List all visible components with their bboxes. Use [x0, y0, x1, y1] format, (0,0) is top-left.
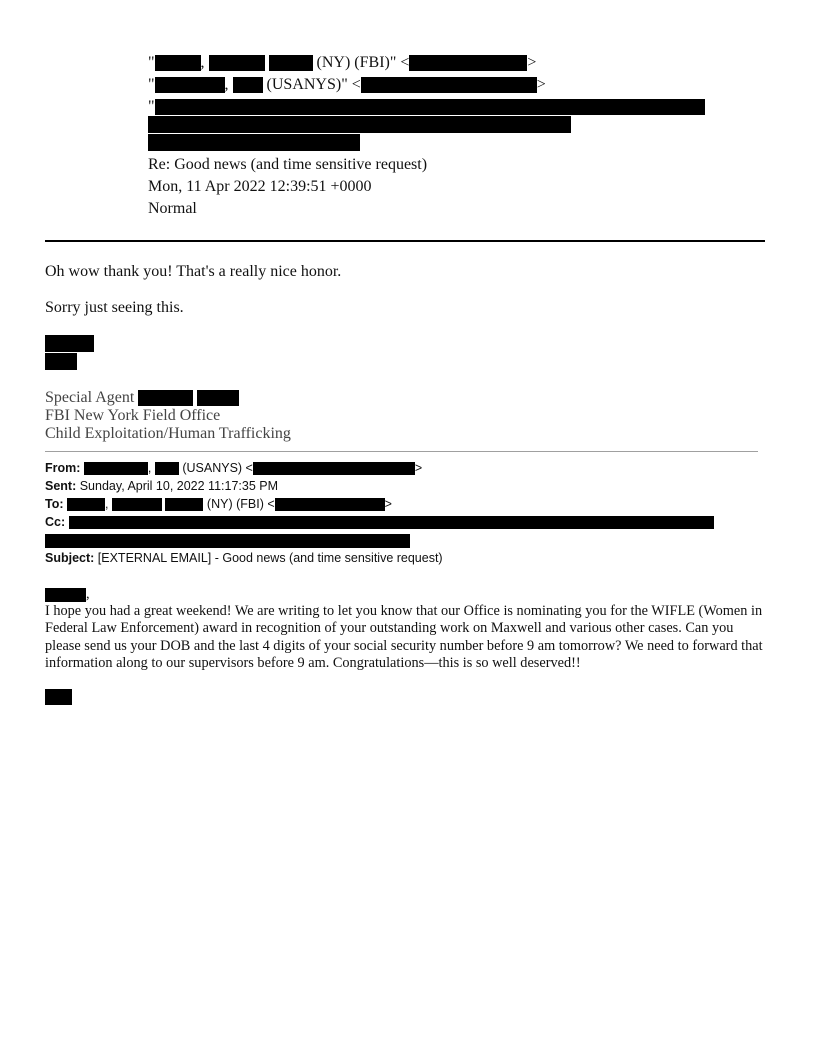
fwd-sent-row — [45, 477, 278, 495]
fwd-subject-value: [EXTERNAL EMAIL] - Good news (and time sensitive request) — [94, 551, 443, 565]
redaction — [155, 77, 225, 93]
redaction — [209, 55, 265, 71]
subject-value: Re: Good news (and time sensitive request) — [148, 156, 428, 173]
signature-office: FBI New York Field Office — [45, 407, 221, 424]
redaction — [67, 498, 105, 511]
redaction — [155, 55, 201, 71]
fwd-cc-row — [45, 513, 714, 531]
redaction — [84, 462, 148, 475]
fwd-to-row: To: , (NY) (FBI) < > — [45, 497, 392, 511]
importance-value: Normal — [148, 200, 197, 217]
reply-line-1: Oh wow thank you! That's a really nice honor. — [45, 263, 342, 280]
redaction — [148, 116, 571, 133]
fwd-to-label: To: — [45, 497, 64, 511]
redaction — [112, 498, 162, 511]
redaction — [165, 498, 203, 511]
redaction — [361, 77, 537, 93]
redaction — [409, 55, 527, 71]
signature-unit: Child Exploitation/Human Trafficking — [45, 425, 291, 442]
fwd-subject-row — [45, 549, 443, 567]
signature-title: Special Agent — [45, 389, 239, 407]
redaction — [233, 77, 263, 93]
redaction — [155, 99, 705, 115]
redaction — [45, 534, 410, 548]
forward-divider — [45, 451, 758, 452]
redaction — [155, 462, 179, 475]
date-value: Mon, 11 Apr 2022 12:39:51 +0000 — [148, 178, 372, 195]
reply-line-2: Sorry just seeing this. — [45, 299, 184, 316]
fwd-sent-value: Sunday, April 10, 2022 11:17:35 PM — [76, 479, 279, 493]
redaction — [197, 390, 239, 406]
redaction — [69, 516, 714, 529]
header-divider — [45, 240, 765, 242]
fwd-greeting: , — [45, 586, 770, 603]
from-value: " , (NY) (FBI)" < > — [148, 54, 537, 71]
fwd-from-row: From: , (USANYS) < > — [45, 461, 423, 475]
redaction — [45, 353, 77, 370]
to-value: " , (USANYS)" < > — [148, 76, 546, 93]
redaction — [45, 689, 72, 705]
cc-value: " — [148, 96, 705, 118]
fwd-cc-label: Cc: — [45, 515, 66, 529]
fwd-subject-label: Subject: — [45, 551, 95, 565]
redaction — [138, 390, 193, 406]
fwd-sent-label: Sent: — [45, 479, 77, 493]
redaction — [275, 498, 385, 511]
redaction — [45, 335, 94, 352]
redaction — [148, 134, 360, 151]
redaction — [253, 462, 415, 475]
redaction — [269, 55, 313, 71]
redaction — [45, 588, 86, 602]
fwd-from-label: From: — [45, 461, 81, 475]
fwd-paragraph: I hope you had a great weekend! We are writing to let you know that our Office is nominating you for the WIFLE (Women in Federal Law Enforcement) award in recognition of your outstanding work on Maxwell and various other cases. Can you please send us your DOB and the last 4 digits of your social security number before 9 am tomorrow? We need to forward that information along to our supervisors before 9 am. Congratulations—this is so well deserved!! — [45, 603, 763, 671]
